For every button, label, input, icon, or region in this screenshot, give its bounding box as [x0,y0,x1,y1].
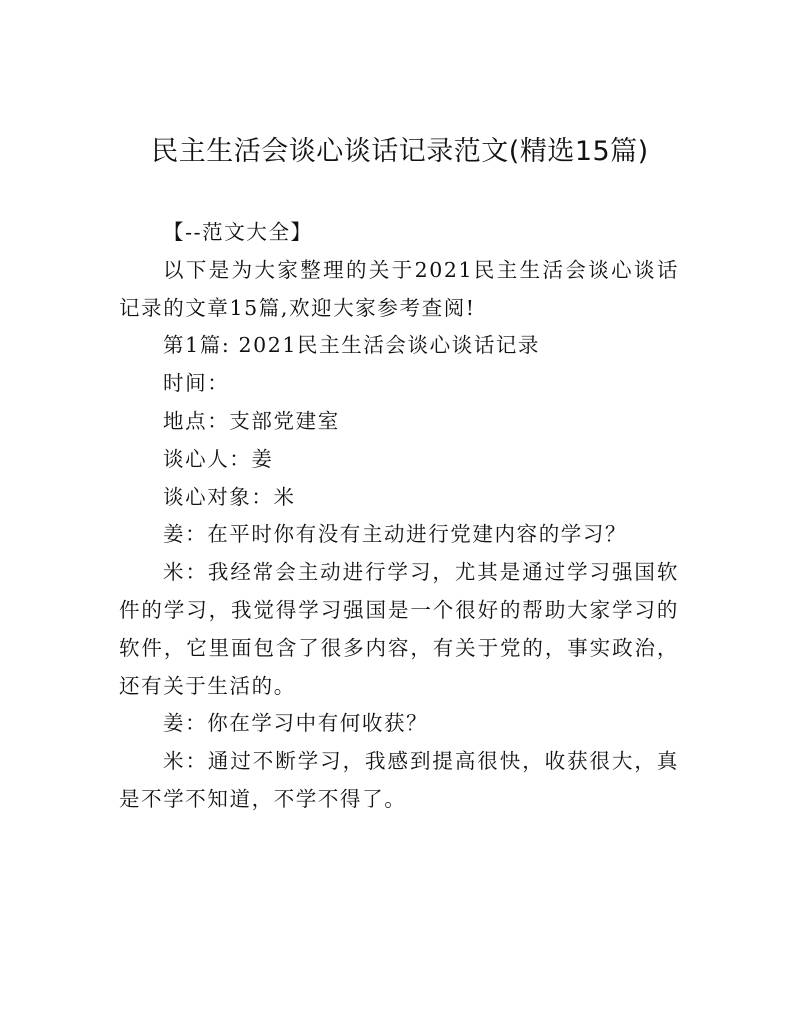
dialogue-paragraph: 米：通过不断学习，我感到提高很快，收获很大，真是不学不知道，不学不得了。 [119,749,679,811]
document-title: 民主生活会谈心谈话记录范文(精选15篇) [151,136,649,167]
intro-paragraph: 以下是为大家整理的关于2021民主生活会谈心谈话记录的文章15篇,欢迎大家参考查阅! [119,257,679,320]
document-body [119,214,679,819]
location-line: 地点：支部党建室 [163,408,340,433]
intro-tag-paragraph: 【--范文大全】 [163,220,313,244]
listener-line: 谈心对象：米 [163,484,296,509]
time-line: 时间： [163,371,230,396]
dialogue-paragraph: 姜：在平时你有没有主动进行党建内容的学习？ [163,522,628,547]
dialogue-paragraph: 米：我经常会主动进行学习，尤其是通过学习强国软件的学习，我觉得学习强国是一个很好的帮助大家学习的软件，它里面包含了很多内容，有关于党的，事实政治，还有关于生活的。 [119,560,679,698]
section-heading: 第1篇: 2021民主生活会谈心谈话记录 [163,333,541,358]
dialogue-paragraph: 姜：你在学习中有何收获？ [163,711,429,736]
speaker-line: 谈心人：姜 [163,446,274,471]
